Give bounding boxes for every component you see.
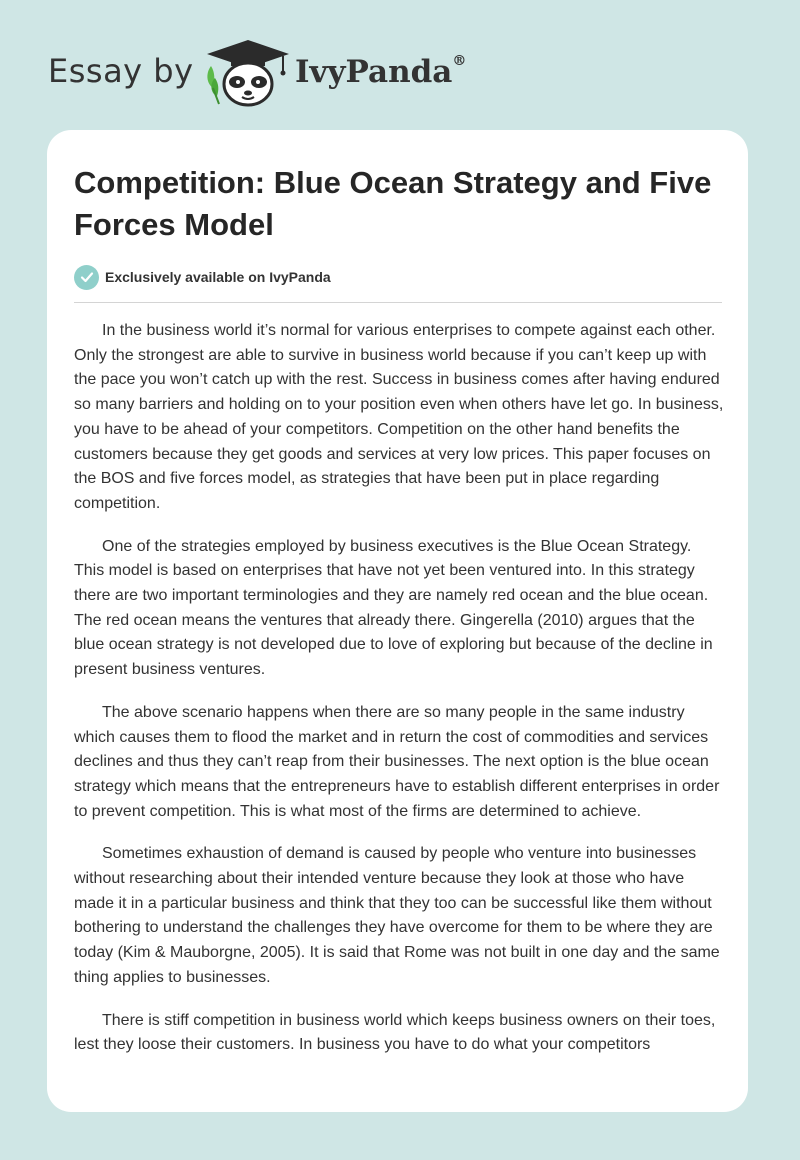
paragraph: There is stiff competition in business world which keeps business owners on their toes, lest they loose their customers. In business you have to do what your competitors xyxy=(74,1011,716,1054)
brand-text: IvyPanda xyxy=(295,54,453,90)
exclusive-badge xyxy=(74,263,331,291)
paragraph: The above scenario happens when there are so many people in the same industry which causes them to flood the market and in return the cost of commodities and services declines and thus they can’t reap from their businesses. The next option is the blue ocean strategy which means that the entrepreneurs have to establish different enterprises in order to prevent competition. This is what most of the firms are determined to achieve. xyxy=(74,703,720,820)
essay-by-label: Essay by xyxy=(48,52,194,90)
site-header xyxy=(0,0,800,130)
article-title: Competition: Blue Ocean Strategy and Five Forces Model xyxy=(74,165,712,242)
divider xyxy=(74,302,722,303)
article-body xyxy=(74,319,724,1076)
registered-mark: ® xyxy=(452,52,467,69)
ivypanda-logo-icon[interactable] xyxy=(203,38,293,108)
paragraph: One of the strategies employed by business executives is the Blue Ocean Strategy. This model is based on enterprises that have not yet been ventured into. In this strategy there are two important terminologies and they are namely red ocean and the blue ocean. The red ocean means the ventures that already there. Gingerella (2010) argues that the blue ocean strategy is not developed due to love of exploring but because of the decline in present business ventures. xyxy=(74,537,713,679)
paragraph: Sometimes exhaustion of demand is caused by people who venture into businesses without researching about their intended venture because they look at those who have made it in a particular business and think that they too can be successful like them without bothering to understand the challenges they have overcome for them to be where they are today (Kim & Mauborgne, 2005). It is said that Rome was not built in one day and the same thing applies to businesses. xyxy=(74,845,720,986)
brand-name[interactable] xyxy=(295,54,466,90)
exclusive-badge-label: Exclusively available on IvyPanda xyxy=(105,269,331,285)
check-icon xyxy=(74,265,99,290)
article-card xyxy=(47,130,748,1112)
paragraph: In the business world it’s normal for various enterprises to compete against each other. Only the strongest are able to survive in business world because if you can’t keep up with the pace you won’t catch up with the rest. Success in business comes after having endured so many barriers and holding on to your position even when others have let go. In business, you have to be ahead of your competitors. Competition on the other hand benefits the customers because they get goods and services at very low prices. This paper focuses on the BOS and five forces model, as strategies that have been put in place regarding competition. xyxy=(74,322,724,512)
